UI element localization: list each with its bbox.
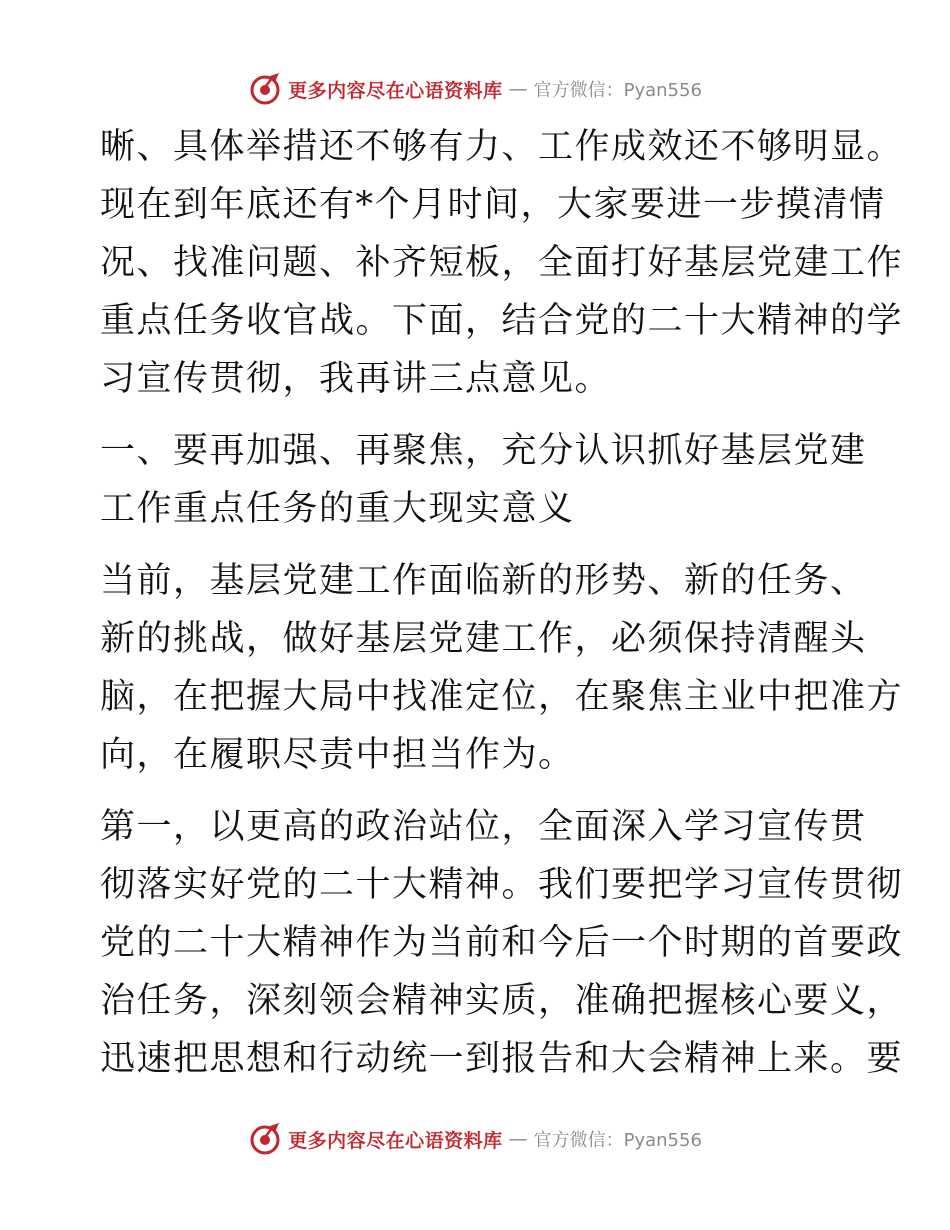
watermark-contact: 官方微信：Pyan556: [533, 1130, 702, 1151]
text-line: 迅速把思想和行动统一到报告和大会精神上来。要: [100, 1039, 904, 1079]
brand-logo-icon: [248, 72, 282, 106]
paragraph-2: [100, 552, 904, 784]
watermark-banner-bottom: [0, 1122, 950, 1156]
paragraph-1: [100, 118, 904, 408]
heading-line: 工作重点任务的重大现实意义: [100, 489, 575, 529]
brand-logo-icon: [248, 1122, 282, 1156]
text-line: 现在到年底还有*个月时间，大家要进一步摸清情: [100, 185, 886, 225]
watermark-text: 更多内容尽在心语资料库: [288, 79, 503, 102]
text-line: 第一，以更高的政治站位，全面深入学习宣传贯: [100, 807, 867, 847]
text-line: 况、找准问题、补齐短板，全面打好基层党建工作: [100, 243, 904, 283]
watermark-text: 更多内容尽在心语资料库: [288, 1129, 503, 1152]
text-line: 新的挑战，做好基层党建工作，必须保持清醒头: [100, 619, 867, 659]
text-line: 党的二十大精神作为当前和今后一个时期的首要政: [100, 923, 904, 963]
text-line: 彻落实好党的二十大精神。我们要把学习宣传贯彻: [100, 865, 904, 905]
text-line: 习宣传贯彻，我再讲三点意见。: [100, 359, 612, 399]
text-line: 重点任务收官战。下面，结合党的二十大精神的学: [100, 301, 904, 341]
section-heading-1: [100, 422, 867, 538]
watermark-banner-top: [0, 72, 950, 106]
text-line: 治任务，深刻领会精神实质，准确把握核心要义，: [100, 981, 904, 1021]
paragraph-3: [100, 798, 904, 1088]
text-line: 脑，在把握大局中找准定位，在聚焦主业中把准方: [100, 677, 904, 717]
document-body: [100, 118, 904, 1088]
watermark-contact: 官方微信：Pyan556: [533, 80, 702, 101]
watermark-separator: —: [508, 78, 528, 100]
text-line: 当前，基层党建工作面临新的形势、新的任务、: [100, 561, 867, 601]
text-line: 晰、具体举措还不够有力、工作成效还不够明显。: [100, 127, 904, 167]
heading-line: 一、要再加强、再聚焦，充分认识抓好基层党建: [100, 431, 867, 471]
text-line: 向，在履职尽责中担当作为。: [100, 735, 575, 775]
watermark-separator: —: [508, 1128, 528, 1150]
